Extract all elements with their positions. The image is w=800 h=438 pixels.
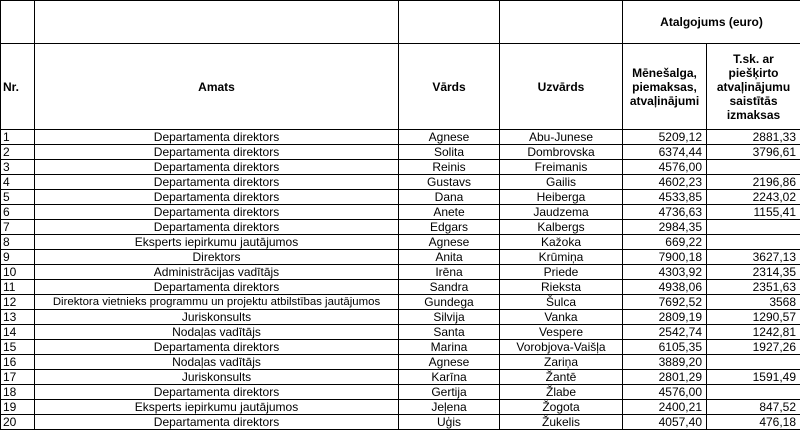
cell-amats: Administrācijas vadītājs — [35, 265, 399, 280]
cell-nr: 4 — [1, 175, 35, 190]
cell-uzvards: Jaudzema — [500, 205, 623, 220]
cell-nr: 8 — [1, 235, 35, 250]
cell-uzvards: Zariņa — [500, 355, 623, 370]
cell-nr: 17 — [1, 370, 35, 385]
header-amats: Amats — [35, 44, 399, 130]
cell-monthly: 4938,06 — [623, 280, 707, 295]
cell-vards: Gertija — [399, 385, 500, 400]
cell-monthly: 2801,29 — [623, 370, 707, 385]
header-nr: Nr. — [1, 44, 35, 130]
cell-monthly: 7692,52 — [623, 295, 707, 310]
cell-monthly: 2809,19 — [623, 310, 707, 325]
cell-uzvards: Abu-Junese — [500, 130, 623, 145]
cell-vacation: 3568 — [707, 295, 800, 310]
cell-monthly: 3889,20 — [623, 355, 707, 370]
cell-amats: Departamenta direktors — [35, 145, 399, 160]
cell-amats: Nodaļas vadītājs — [35, 325, 399, 340]
header-empty-cell — [35, 1, 399, 44]
table-row — [1, 310, 800, 325]
cell-vards: Sandra — [399, 280, 500, 295]
table-row — [1, 175, 800, 190]
cell-monthly: 4057,40 — [623, 415, 707, 430]
cell-monthly: 7900,18 — [623, 250, 707, 265]
table-row — [1, 415, 800, 430]
table-row — [1, 370, 800, 385]
cell-vards: Uģis — [399, 415, 500, 430]
cell-amats: Eksperts iepirkumu jautājumos — [35, 400, 399, 415]
cell-vacation: 476,18 — [707, 415, 800, 430]
cell-uzvards: Freimanis — [500, 160, 623, 175]
header-row-group — [1, 1, 800, 44]
cell-monthly: 4602,23 — [623, 175, 707, 190]
table-row — [1, 280, 800, 295]
cell-vards: Edgars — [399, 220, 500, 235]
cell-monthly: 669,22 — [623, 235, 707, 250]
cell-vards: Karīna — [399, 370, 500, 385]
cell-vards: Agnese — [399, 235, 500, 250]
cell-vards: Agnese — [399, 130, 500, 145]
cell-vacation: 2196,86 — [707, 175, 800, 190]
cell-monthly: 2984,35 — [623, 220, 707, 235]
cell-nr: 18 — [1, 385, 35, 400]
header-row-columns — [1, 44, 800, 130]
cell-uzvards: Rieksta — [500, 280, 623, 295]
cell-nr: 16 — [1, 355, 35, 370]
cell-amats: Nodaļas vadītājs — [35, 355, 399, 370]
cell-uzvards: Žogota — [500, 400, 623, 415]
cell-amats: Juriskonsults — [35, 370, 399, 385]
cell-uzvards: Krūmiņa — [500, 250, 623, 265]
table-row — [1, 250, 800, 265]
cell-uzvards: Žantē — [500, 370, 623, 385]
cell-vards: Irēna — [399, 265, 500, 280]
cell-nr: 6 — [1, 205, 35, 220]
header-empty-cell — [1, 1, 35, 44]
cell-monthly: 2400,21 — [623, 400, 707, 415]
cell-vacation: 1290,57 — [707, 310, 800, 325]
table-row — [1, 355, 800, 370]
cell-amats: Departamenta direktors — [35, 220, 399, 235]
cell-amats: Juriskonsults — [35, 310, 399, 325]
cell-monthly: 6374,44 — [623, 145, 707, 160]
cell-monthly: 4533,85 — [623, 190, 707, 205]
table-row — [1, 145, 800, 160]
cell-vards: Agnese — [399, 355, 500, 370]
header-vacation: T.sk. ar piešķirto atvaļinājumu saistītās izmaksas — [707, 44, 800, 130]
cell-amats: Departamenta direktors — [35, 130, 399, 145]
cell-vacation — [707, 160, 800, 175]
cell-uzvards: Vorobjova-Vaišļa — [500, 340, 623, 355]
cell-nr: 2 — [1, 145, 35, 160]
cell-vards: Gundega — [399, 295, 500, 310]
cell-monthly: 4736,63 — [623, 205, 707, 220]
cell-uzvards: Heiberga — [500, 190, 623, 205]
table-row — [1, 340, 800, 355]
cell-vacation: 3796,61 — [707, 145, 800, 160]
cell-vacation: 1155,41 — [707, 205, 800, 220]
table-row — [1, 205, 800, 220]
cell-nr: 10 — [1, 265, 35, 280]
cell-vards: Gustavs — [399, 175, 500, 190]
cell-vards: Solita — [399, 145, 500, 160]
cell-nr: 20 — [1, 415, 35, 430]
cell-amats: Departamenta direktors — [35, 190, 399, 205]
header-empty-cell — [399, 1, 500, 44]
cell-amats: Departamenta direktors — [35, 280, 399, 295]
cell-amats: Departamenta direktors — [35, 205, 399, 220]
table-row — [1, 190, 800, 205]
cell-monthly: 5209,12 — [623, 130, 707, 145]
cell-uzvards: Vanka — [500, 310, 623, 325]
cell-vacation — [707, 355, 800, 370]
cell-nr: 7 — [1, 220, 35, 235]
cell-vards: Reinis — [399, 160, 500, 175]
cell-amats: Departamenta direktors — [35, 385, 399, 400]
cell-vacation: 3627,13 — [707, 250, 800, 265]
header-uzvards: Uzvārds — [500, 44, 623, 130]
cell-uzvards: Dombrovska — [500, 145, 623, 160]
cell-vacation: 2243,02 — [707, 190, 800, 205]
cell-amats: Departamenta direktors — [35, 175, 399, 190]
cell-vacation — [707, 235, 800, 250]
cell-vacation: 2881,33 — [707, 130, 800, 145]
table-row — [1, 325, 800, 340]
cell-amats: Departamenta direktors — [35, 340, 399, 355]
header-empty-cell — [500, 1, 623, 44]
cell-nr: 9 — [1, 250, 35, 265]
cell-uzvards: Gailis — [500, 175, 623, 190]
cell-uzvards: Žukelis — [500, 415, 623, 430]
cell-nr: 12 — [1, 295, 35, 310]
cell-uzvards: Kalbergs — [500, 220, 623, 235]
cell-uzvards: Kažoka — [500, 235, 623, 250]
cell-nr: 5 — [1, 190, 35, 205]
table-row — [1, 295, 800, 310]
cell-nr: 1 — [1, 130, 35, 145]
table-row — [1, 160, 800, 175]
cell-uzvards: Šulca — [500, 295, 623, 310]
cell-amats: Direktora vietnieks programmu un projektu atbilstības jautājumos — [35, 295, 399, 310]
table-row — [1, 385, 800, 400]
cell-amats: Departamenta direktors — [35, 415, 399, 430]
cell-monthly: 6105,35 — [623, 340, 707, 355]
cell-uzvards: Priede — [500, 265, 623, 280]
table-row — [1, 400, 800, 415]
table-row — [1, 265, 800, 280]
cell-vacation — [707, 220, 800, 235]
cell-vards: Jeļena — [399, 400, 500, 415]
cell-vacation: 2314,35 — [707, 265, 800, 280]
cell-vacation: 1591,49 — [707, 370, 800, 385]
cell-nr: 15 — [1, 340, 35, 355]
cell-vards: Anita — [399, 250, 500, 265]
cell-monthly: 4576,00 — [623, 385, 707, 400]
cell-nr: 3 — [1, 160, 35, 175]
cell-uzvards: Vespere — [500, 325, 623, 340]
cell-monthly: 4303,92 — [623, 265, 707, 280]
cell-nr: 14 — [1, 325, 35, 340]
cell-vacation: 847,52 — [707, 400, 800, 415]
header-monthly: Mēnešalga, piemaksas, atvaļinājumi — [623, 44, 707, 130]
cell-vards: Anete — [399, 205, 500, 220]
header-vards: Vārds — [399, 44, 500, 130]
cell-nr: 19 — [1, 400, 35, 415]
cell-amats: Eksperts iepirkumu jautājumos — [35, 235, 399, 250]
cell-nr: 11 — [1, 280, 35, 295]
cell-vacation: 1242,81 — [707, 325, 800, 340]
cell-vards: Santa — [399, 325, 500, 340]
cell-vacation — [707, 385, 800, 400]
cell-uzvards: Žlabe — [500, 385, 623, 400]
cell-vards: Silvija — [399, 310, 500, 325]
header-salary-group: Atalgojums (euro) — [623, 1, 800, 44]
cell-monthly: 4576,00 — [623, 160, 707, 175]
cell-amats: Departamenta direktors — [35, 160, 399, 175]
table-row — [1, 220, 800, 235]
cell-amats: Direktors — [35, 250, 399, 265]
table-row — [1, 235, 800, 250]
table-row — [1, 130, 800, 145]
cell-vards: Dana — [399, 190, 500, 205]
cell-vacation: 2351,63 — [707, 280, 800, 295]
cell-nr: 13 — [1, 310, 35, 325]
cell-vards: Marina — [399, 340, 500, 355]
cell-monthly: 2542,74 — [623, 325, 707, 340]
cell-vacation: 1927,26 — [707, 340, 800, 355]
